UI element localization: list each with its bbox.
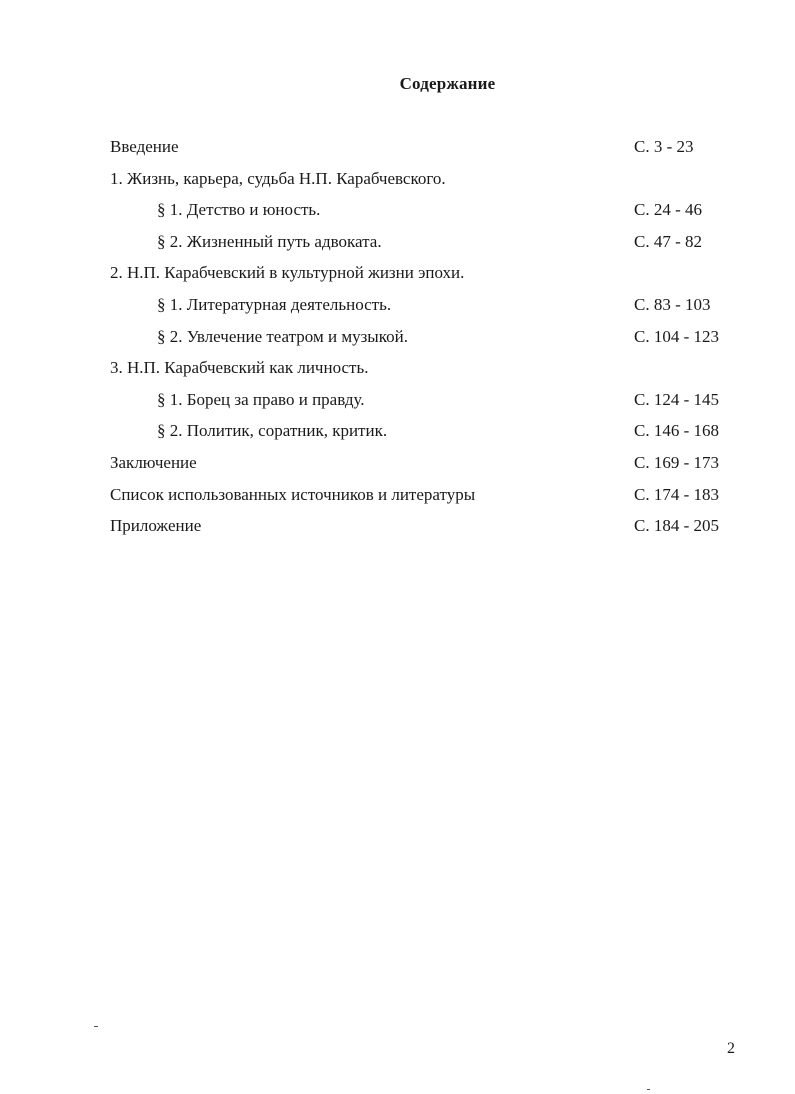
toc-section <box>110 199 750 231</box>
toc-entry-pages: С. 169 - 173 <box>634 452 719 472</box>
toc-entry-label: § 1. Борец за право и правду. <box>157 389 365 409</box>
toc-section <box>110 294 750 326</box>
toc-entry-pages: С. 184 - 205 <box>634 516 719 536</box>
page-number: 2 <box>727 1040 735 1057</box>
toc-entry-label: § 2. Жизненный путь адвоката. <box>157 231 382 251</box>
toc-entry-pages: С. 47 - 82 <box>634 231 702 251</box>
toc-entry-label: 3. Н.П. Карабчевский как личность. <box>110 358 369 378</box>
toc-chapter <box>110 168 750 200</box>
toc-entry <box>110 484 750 516</box>
toc-entry-label: Введение <box>110 137 179 156</box>
toc-entry-label: 2. Н.П. Карабчевский в культурной жизни эпохи. <box>110 263 465 283</box>
toc-section <box>110 389 750 421</box>
toc-entry-pages: С. 104 - 123 <box>634 326 719 346</box>
toc-entry-pages: С. 174 - 183 <box>634 484 719 504</box>
toc-entry-label: 1. Жизнь, карьера, судьба Н.П. Карабчевского. <box>110 168 446 188</box>
toc-entry <box>110 515 750 547</box>
toc-entry-label: Приложение <box>110 516 202 536</box>
toc-entry-label: Заключение <box>110 452 197 472</box>
toc-section <box>110 326 750 358</box>
toc-entry <box>110 136 750 168</box>
toc-entry-pages: С. 24 - 46 <box>634 200 702 220</box>
page-title: Содержание <box>399 74 496 93</box>
toc-entry-pages: С. 3 - 23 <box>634 137 694 156</box>
toc-entry-label: § 1. Литературная деятельность. <box>157 294 392 314</box>
toc-entry-pages: С. 146 - 168 <box>634 421 719 441</box>
toc-chapter <box>110 262 750 294</box>
scan-speck <box>647 1089 650 1090</box>
toc-section <box>110 231 750 263</box>
toc-entry-pages: С. 83 - 103 <box>634 294 711 314</box>
toc-entry-pages: С. 124 - 145 <box>634 389 719 409</box>
toc-entry <box>110 452 750 484</box>
scan-speck <box>94 1026 98 1027</box>
toc-chapter <box>110 357 750 389</box>
toc-entry-label: § 1. Детство и юность. <box>157 200 321 220</box>
toc-entry-label: § 2. Увлечение театром и музыкой. <box>157 326 408 346</box>
toc-section <box>110 420 750 452</box>
toc-entry-label: Список использованных источников и литературы <box>110 484 476 504</box>
table-of-contents <box>110 136 750 547</box>
toc-entry-label: § 2. Политик, соратник, критик. <box>157 421 388 441</box>
